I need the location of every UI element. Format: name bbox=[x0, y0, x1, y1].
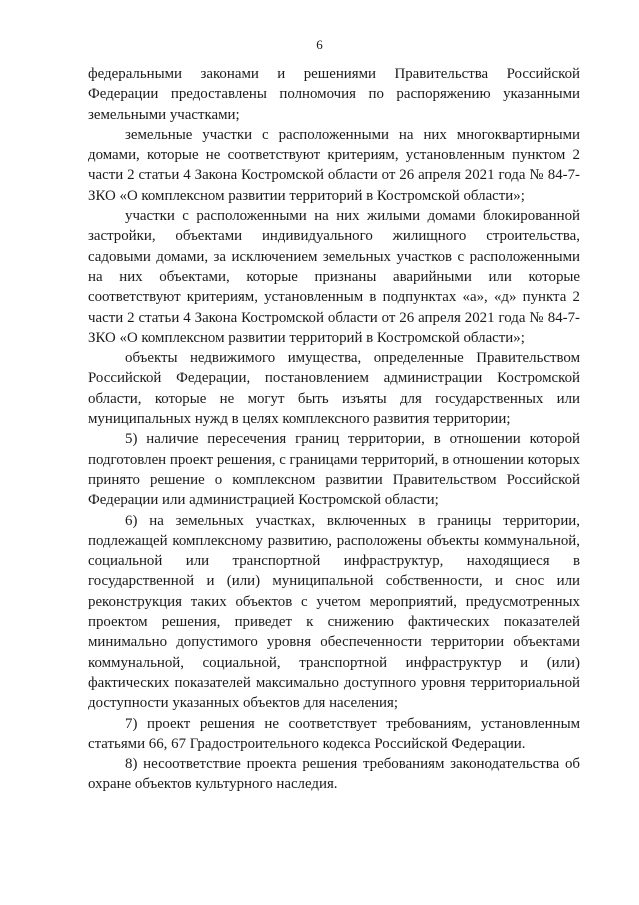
paragraph-apartment-buildings: земельные участки с расположенными на них многоквартирными домами, которые не соответствуют критериям, установленным пунктом 2 части 2 статьи 4 Закона Костромской области от 26 апреля 2021 года № 84-7-ЗКО «О комплексном развитии территорий в Костромской области»; bbox=[88, 126, 580, 204]
paragraph-item-6: 6) на земельных участках, включенных в границы территории, подлежащей комплексному развитию, расположены объекты коммунальной, социальной или транспортной инфраструктур, находящиеся в государственной и (или) муниципальной собственности, и снос или реконструкция таких объектов с учетом мероприятий, предусмотренных проектом решения, приведет к снижению фактических показателей минимально допустимого уровня обеспеченности территории объектами коммунальной, социальной, транспортной инфраструктур и (или) фактических показателей максимально доступного уровня территориальной доступности указанных объектов для населения; bbox=[88, 512, 580, 712]
paragraph-continuation: федеральными законами и решениями Правительства Российской Федерации предоставлены полномочия по распоряжению указанными земельными участками; bbox=[88, 66, 580, 123]
paragraph-residential-plots: участки с расположенными на них жилыми домами блокированной застройки, объектами индивидуального жилищного строительства, садовыми домами, за исключением земельных участков с расположенными на них объектами, которые признаны аварийными или которые соответствуют критериям, установленным в подпунктах «а», «д» пункта 2 части 2 статьи 4 Закона Костромской области от 26 апреля 2021 года № 84-7-ЗКО «О комплексном развитии территорий в Костромской области»; bbox=[88, 208, 580, 346]
page-number: 6 bbox=[316, 37, 323, 52]
paragraph-item-5: 5) наличие пересечения границ территории, в отношении которой подготовлен проект решения, с границами территорий, в отношении которых принято решение о комплексном развитии Правительством Российской Федерации или администрацией Костромской области; bbox=[88, 431, 580, 509]
paragraph-real-estate-objects: объекты недвижимого имущества, определенные Правительством Российской Федерации, постановлением администрации Костромской области, которые не могут быть изъяты для государственных или муниципальных нужд в целях комплексного развития территории; bbox=[88, 350, 580, 428]
paragraph-item-8: 8) несоответствие проекта решения требованиям законодательства об охране объектов культурного наследия. bbox=[88, 756, 580, 793]
paragraph-item-7: 7) проект решения не соответствует требованиям, установленным статьями 66, 67 Градостроительного кодекса Российской Федерации. bbox=[88, 715, 580, 752]
document-body bbox=[88, 64, 580, 795]
